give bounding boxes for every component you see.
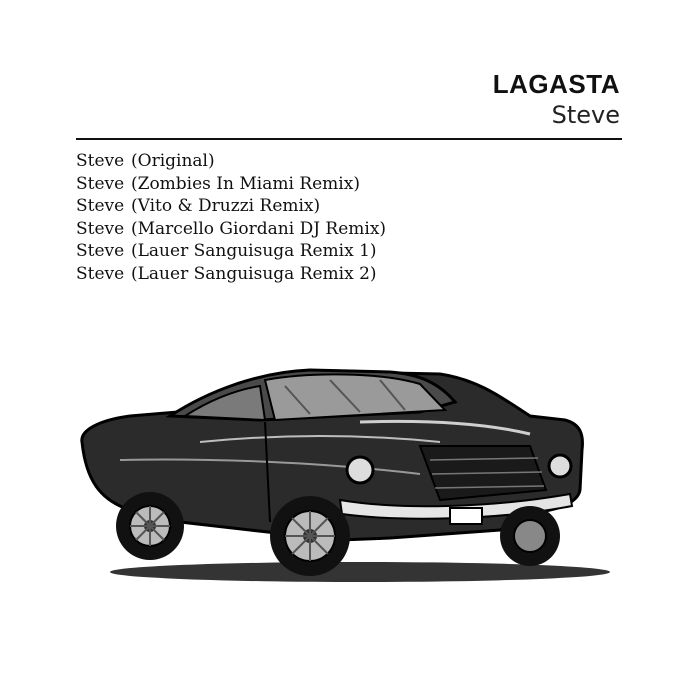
artist-name: LAGASTA [492,69,620,99]
track-version: (Lauer Sanguisuga Remix 2) [131,263,377,284]
track-title: Steve [76,196,125,216]
track-item [76,173,386,196]
track-version: (Vito & Druzzi Remix) [131,196,321,216]
header-divider [76,138,622,140]
track-version: (Marcello Giordani DJ Remix) [131,218,387,239]
classic-car-illustration-icon [60,350,620,590]
track-version: (Lauer Sanguisuga Remix 1) [131,241,377,261]
track-title: Steve [76,241,125,261]
track-item [76,150,386,173]
track-item [76,218,386,241]
track-title: Steve [76,263,125,284]
track-item [76,240,386,263]
track-title: Steve [76,173,125,194]
cover-header [493,68,620,130]
track-title: Steve [76,218,125,239]
tracklist [76,150,386,285]
track-item [76,195,386,218]
track-version: (Original) [131,151,215,171]
track-version: (Zombies In Miami Remix) [131,173,360,194]
release-title: Steve [551,101,620,129]
track-title: Steve [76,151,125,171]
track-item [76,263,386,286]
